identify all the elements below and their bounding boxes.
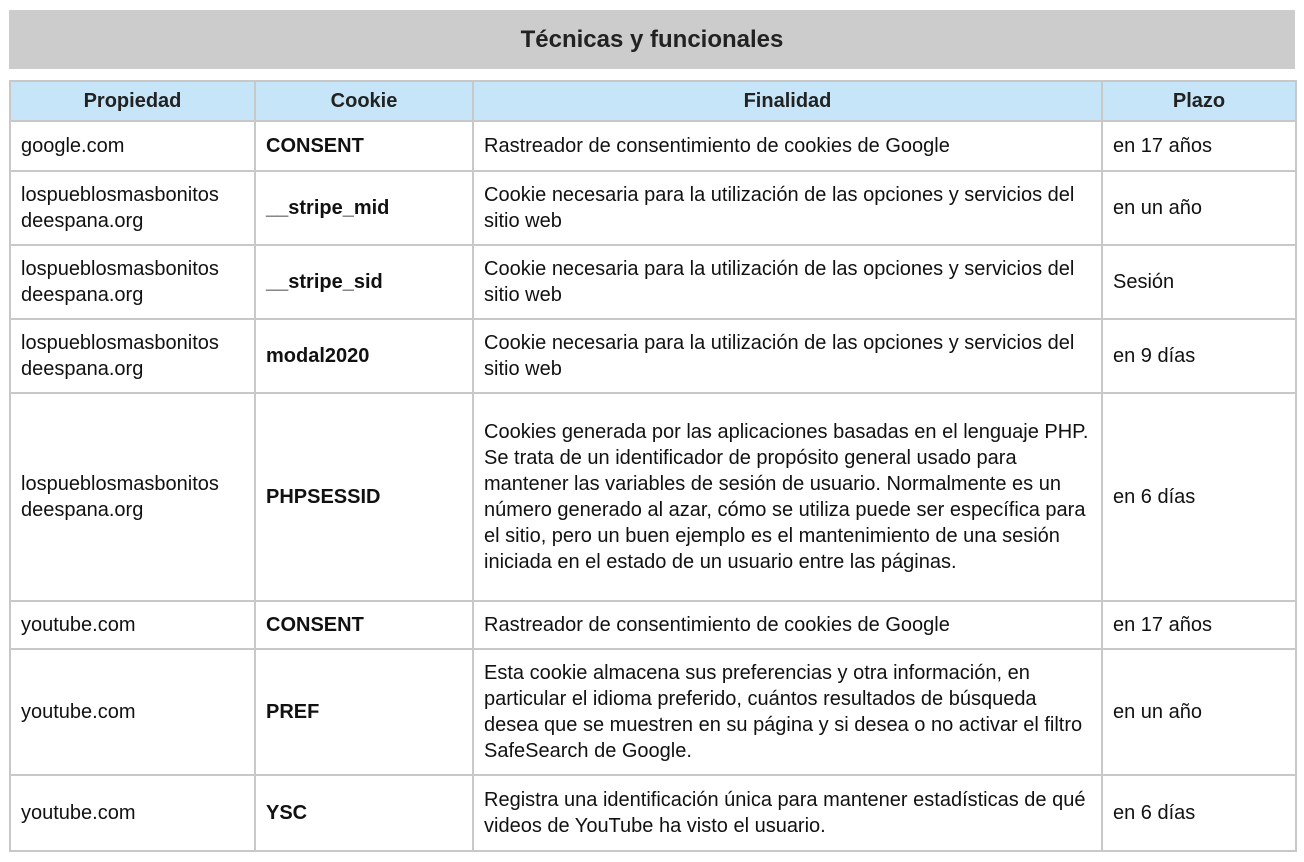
table-row — [10, 245, 1296, 319]
cell-finalidad: Cookie necesaria para la utilización de las opciones y servicios del sitio web — [473, 171, 1102, 245]
table-row — [10, 601, 1296, 649]
cell-cookie: modal2020 — [255, 319, 473, 393]
cell-plazo: en 9 días — [1102, 319, 1296, 393]
cell-propiedad: lospueblosmasbonitos deespana.org — [10, 245, 255, 319]
cell-cookie: CONSENT — [255, 601, 473, 649]
table-header-row — [10, 81, 1296, 121]
header-propiedad: Propiedad — [10, 81, 255, 121]
table-row — [10, 775, 1296, 851]
cell-plazo: en un año — [1102, 649, 1296, 775]
cell-plazo: en un año — [1102, 171, 1296, 245]
cell-finalidad: Esta cookie almacena sus preferencias y otra información, en particular el idioma preferido, cuántos resultados de búsqueda desea que se muestren en su página y si desea o no activar el filtro SafeSearch de Google. — [473, 649, 1102, 775]
cell-propiedad: youtube.com — [10, 775, 255, 851]
cell-plazo: en 17 años — [1102, 121, 1296, 171]
table-row — [10, 121, 1296, 171]
table-row — [10, 393, 1296, 601]
cell-plazo: en 6 días — [1102, 775, 1296, 851]
table-row — [10, 649, 1296, 775]
cell-finalidad: Rastreador de consentimiento de cookies de Google — [473, 601, 1102, 649]
header-cookie: Cookie — [255, 81, 473, 121]
cell-cookie: PHPSESSID — [255, 393, 473, 601]
cell-cookie: CONSENT — [255, 121, 473, 171]
cell-plazo: en 6 días — [1102, 393, 1296, 601]
table-row — [10, 171, 1296, 245]
table-row — [10, 319, 1296, 393]
header-plazo: Plazo — [1102, 81, 1296, 121]
cell-propiedad: lospueblosmasbonitos deespana.org — [10, 393, 255, 601]
section-title: Técnicas y funcionales — [9, 10, 1295, 69]
cell-propiedad: youtube.com — [10, 601, 255, 649]
cell-cookie: __stripe_sid — [255, 245, 473, 319]
cell-plazo: Sesión — [1102, 245, 1296, 319]
cell-finalidad: Cookie necesaria para la utilización de las opciones y servicios del sitio web — [473, 319, 1102, 393]
cell-plazo: en 17 años — [1102, 601, 1296, 649]
cell-cookie: PREF — [255, 649, 473, 775]
cell-finalidad: Registra una identificación única para mantener estadísticas de qué videos de YouTube ha visto el usuario. — [473, 775, 1102, 851]
cell-propiedad: lospueblosmasbonitos deespana.org — [10, 171, 255, 245]
cell-finalidad: Cookies generada por las aplicaciones basadas en el lenguaje PHP. Se trata de un identificador de propósito general usado para mantener las variables de sesión de usuario. Normalmente es un número generado al azar, cómo se utiliza puede ser específica para el sitio, pero un buen ejemplo es el mantenimiento de una sesión iniciada en el estado de un usuario entre las páginas. — [473, 393, 1102, 601]
cell-propiedad: google.com — [10, 121, 255, 171]
cell-propiedad: lospueblosmasbonitos deespana.org — [10, 319, 255, 393]
cell-cookie: __stripe_mid — [255, 171, 473, 245]
header-finalidad: Finalidad — [473, 81, 1102, 121]
cell-cookie: YSC — [255, 775, 473, 851]
cell-finalidad: Rastreador de consentimiento de cookies de Google — [473, 121, 1102, 171]
cookies-table — [9, 80, 1297, 852]
cell-finalidad: Cookie necesaria para la utilización de las opciones y servicios del sitio web — [473, 245, 1102, 319]
cell-propiedad: youtube.com — [10, 649, 255, 775]
